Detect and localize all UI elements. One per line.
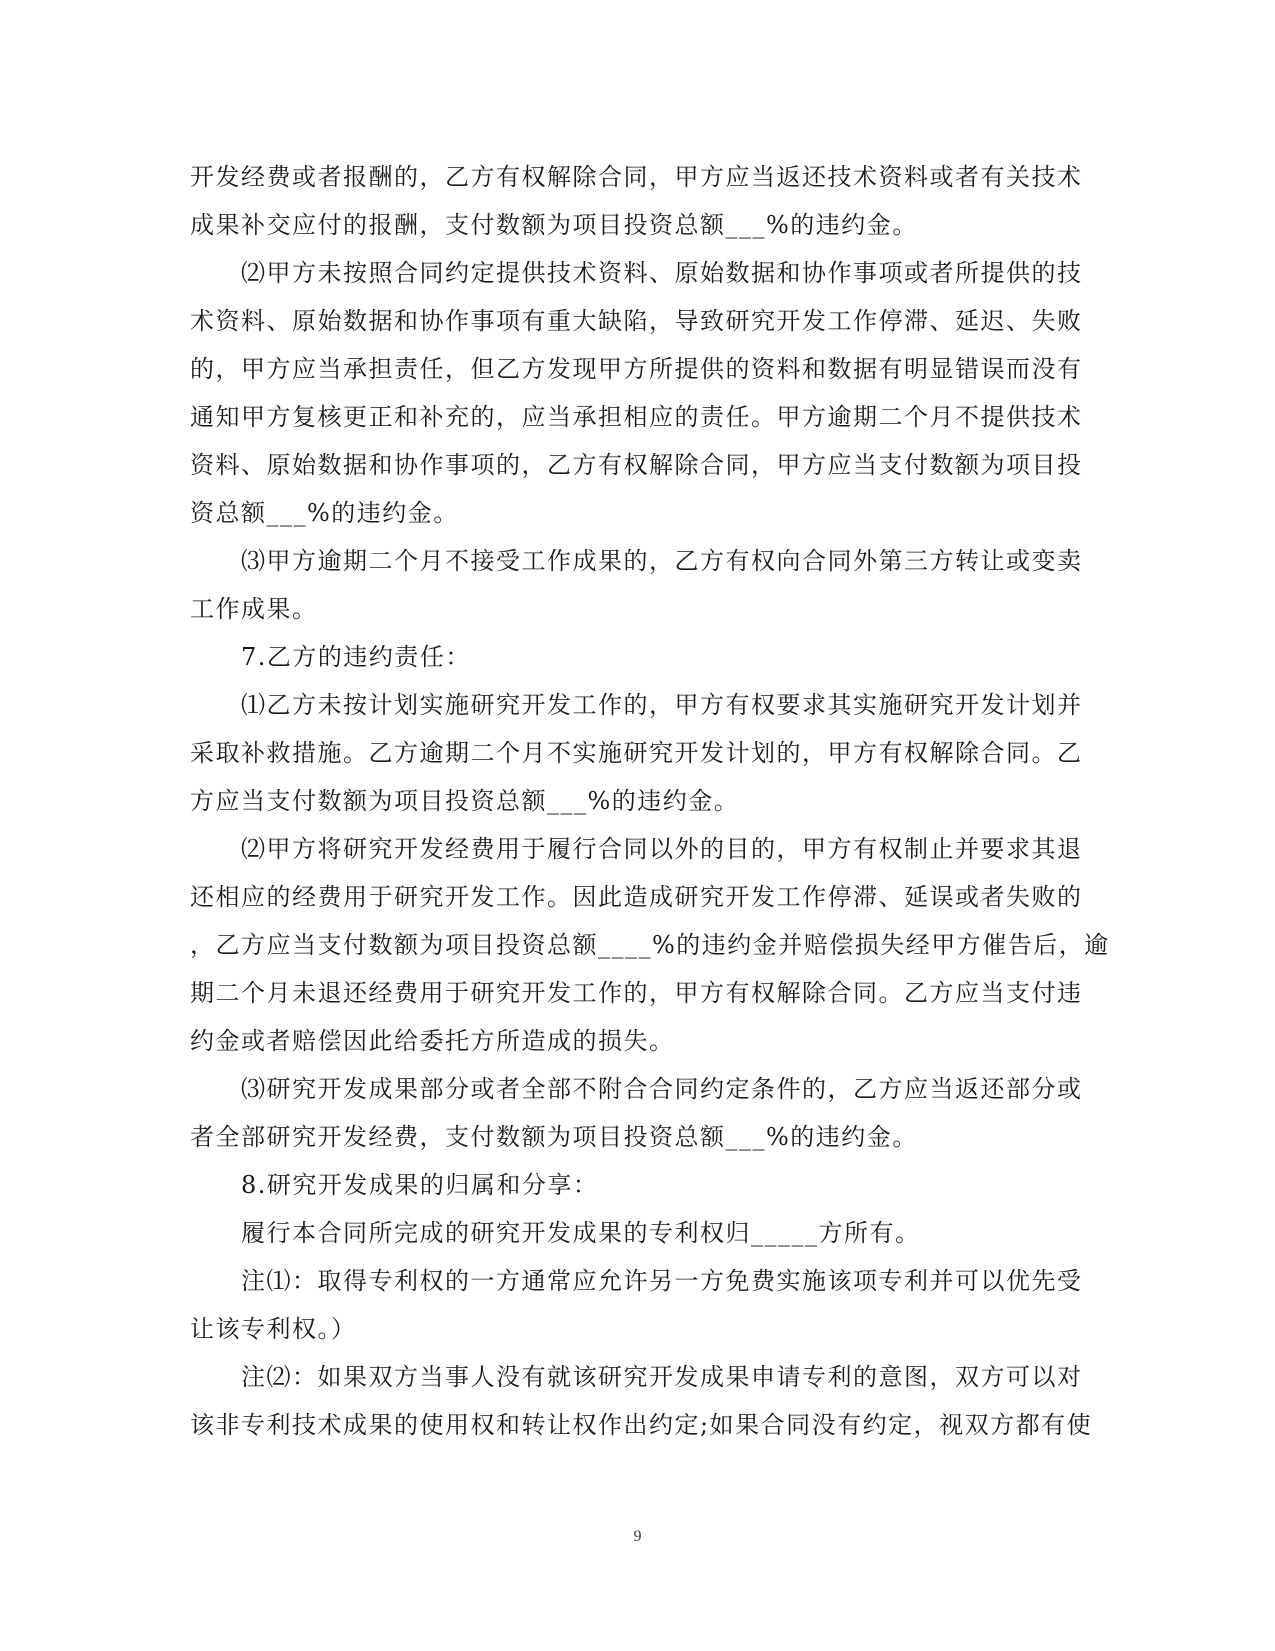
- clause-1-line: ⑴乙方未按计划实施研究开发工作的，甲方有权要求其实施研究开发计划并: [241, 691, 1083, 719]
- section-7-heading: 7.乙方的违约责任：: [241, 643, 471, 671]
- text-line: 期二个月未退还经费用于研究开发工作的，甲方有权解除合同。乙方应当支付违: [190, 979, 1083, 1007]
- text-line: 开发经费或者报酬的，乙方有权解除合同，甲方应当返还技术资料或者有关技术: [190, 163, 1083, 191]
- page-number: 9: [633, 1528, 642, 1545]
- clause-3-line: ⑶研究开发成果部分或者全部不附合合同约定条件的，乙方应当返还部分或: [241, 1075, 1083, 1103]
- text-line: 约金或者赔偿因此给委托方所造成的损失。: [190, 1027, 675, 1055]
- text-line: 还相应的经费用于研究开发工作。因此造成研究开发工作停滞、延误或者失败的: [190, 883, 1083, 911]
- text-line: 方应当支付数额为项目投资总额___%的违约金。: [190, 787, 740, 815]
- note-1-line: 注⑴：取得专利权的一方通常应允许另一方免费实施该项专利并可以优先受: [241, 1267, 1083, 1295]
- text-line: 工作成果。: [190, 595, 318, 623]
- text-line: 资料、原始数据和协作事项的，乙方有权解除合同，甲方应当支付数额为项目投: [190, 451, 1083, 479]
- clause-3-line: ⑶甲方逾期二个月不接受工作成果的，乙方有权向合同外第三方转让或变卖: [241, 547, 1083, 575]
- note-2-line: 注⑵：如果双方当事人没有就该研究开发成果申请专利的意图，双方可以对: [241, 1363, 1083, 1391]
- text-line: 术资料、原始数据和协作事项有重大缺陷，导致研究开发工作停滞、延迟、失败: [190, 307, 1083, 335]
- text-line: 该非专利技术成果的使用权和转让权作出约定;如果合同没有约定，视双方都有使: [190, 1411, 1093, 1439]
- section-8-heading: 8.研究开发成果的归属和分享：: [241, 1171, 599, 1199]
- clause-2-line: ⑵甲方将研究开发经费用于履行合同以外的目的，甲方有权制止并要求其退: [241, 835, 1083, 863]
- text-line: ，乙方应当支付数额为项目投资总额____%的违约金并赔偿损失经甲方催告后，逾: [190, 931, 1110, 959]
- text-line: 者全部研究开发经费，支付数额为项目投资总额___%的违约金。: [190, 1123, 918, 1151]
- text-line: 的，甲方应当承担责任，但乙方发现甲方所提供的资料和数据有明显错误而没有: [190, 355, 1083, 383]
- text-line: 让该专利权。）: [190, 1315, 357, 1343]
- clause-2-line: ⑵甲方未按照合同约定提供技术资料、原始数据和协作事项或者所提供的技: [241, 259, 1083, 287]
- text-line: 采取补救措施。乙方逾期二个月不实施研究开发计划的，甲方有权解除合同。乙: [190, 739, 1083, 767]
- text-line: 通知甲方复核更正和补充的，应当承担相应的责任。甲方逾期二个月不提供技术: [190, 403, 1083, 431]
- document-body: [190, 153, 1110, 1449]
- text-line: 成果补交应付的报酬，支付数额为项目投资总额___%的违约金。: [190, 211, 918, 239]
- text-line: 履行本合同所完成的研究开发成果的专利权归_____方所有。: [241, 1219, 921, 1247]
- text-line: 资总额___%的违约金。: [190, 499, 459, 527]
